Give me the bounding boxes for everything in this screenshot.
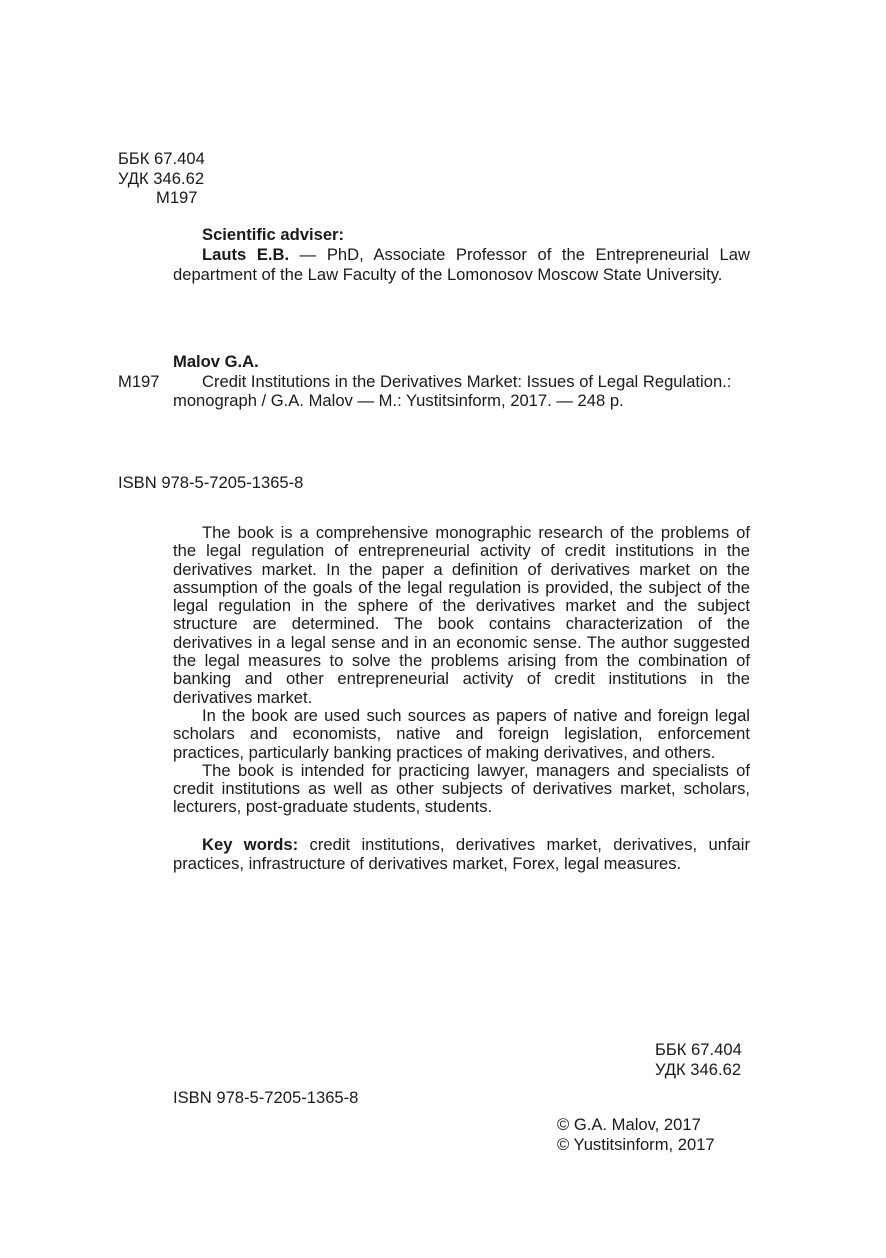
- keywords: [173, 835, 750, 873]
- udk-code-bottom: УДК 346.62: [655, 1059, 742, 1079]
- copyright-author: © G.A. Malov, 2017: [557, 1115, 701, 1134]
- adviser-heading: Scientific adviser:: [202, 225, 345, 244]
- isbn-bottom: ISBN 978-5-7205-1365-8: [173, 1088, 359, 1107]
- citation-line-2: monograph / G.A. Malov — M.: Yustitsinform, 2017. — 248 p.: [173, 391, 624, 410]
- citation-block: [118, 352, 750, 411]
- citation-author: Malov G.A.: [173, 352, 259, 371]
- adviser-description: — PhD, Associate Professor of the Entrepreneurial Law department of the Law Faculty of the Lomonosov Moscow State University.: [173, 244, 750, 284]
- author-mark-code: М197: [156, 188, 198, 207]
- udk-code: УДК 346.62: [118, 168, 205, 188]
- classification-codes-bottom: [655, 1040, 742, 1079]
- bbk-code-bottom: ББК 67.404: [655, 1040, 742, 1059]
- abstract-paragraph: In the book are used such sources as papers of native and foreign legal scholars and economists, native and foreign legislation, enforcement practices, particularly banking practices of making derivatives, and others.: [173, 705, 750, 762]
- classification-codes-top: [118, 149, 205, 208]
- citation-line-1: Credit Institutions in the Derivatives Market: Issues of Legal Regulation.:: [202, 371, 732, 391]
- abstract-paragraph: The book is a comprehensive monographic research of the problems of the legal regulation of entrepreneurial activity of credit institutions in the derivatives market. In the paper a definition of derivatives market on the assumption of the goals of the legal regulation is provided, the subject of the legal regulation in the sphere of the derivatives market and the subject structure are determined. The book contains characterization of the derivatives in a legal sense and in an economic sense. The author suggested the legal measures to solve the problems arising from the combination of banking and other entrepreneurial activity of credit institutions in the derivatives market.: [173, 523, 750, 707]
- keywords-label: Key words:: [202, 835, 299, 854]
- citation-row: [118, 372, 750, 392]
- isbn-top: ISBN 978-5-7205-1365-8: [118, 473, 304, 492]
- copyright-notices: [557, 1115, 715, 1154]
- scientific-adviser-block: [173, 225, 750, 286]
- bbk-code: ББК 67.404: [118, 149, 205, 168]
- abstract: [173, 524, 750, 817]
- adviser-text: [173, 245, 750, 286]
- keywords-text: credit institutions, derivatives market, derivatives, unfair practices, infrastructure of derivatives market, Forex, legal measures.: [173, 835, 750, 873]
- adviser-name: Lauts E.B.: [202, 244, 290, 264]
- abstract-paragraph: The book is intended for practicing lawyer, managers and specialists of credit institutions as well as other subjects of derivatives market, scholars, lecturers, post-graduate students, students.: [173, 760, 750, 817]
- citation-mark: M197: [118, 371, 160, 391]
- copyright-publisher: © Yustitsinform, 2017: [557, 1134, 715, 1154]
